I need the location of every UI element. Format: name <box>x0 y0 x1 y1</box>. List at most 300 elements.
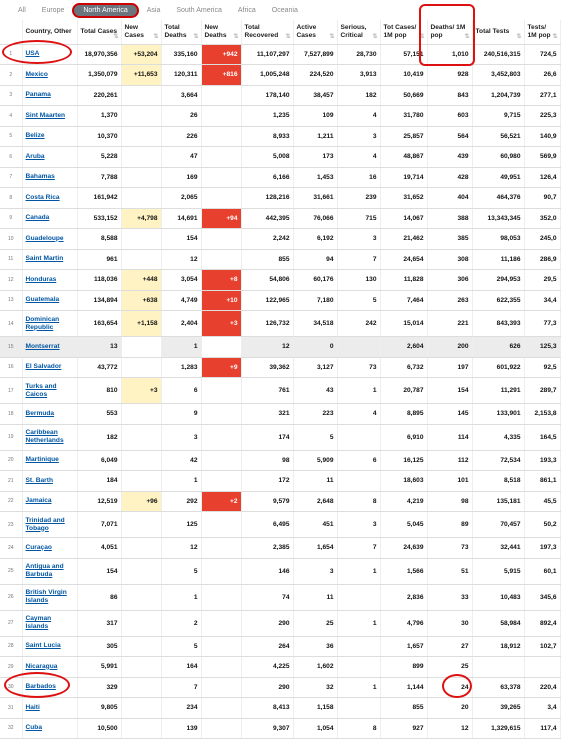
cell-7: 1,453 <box>293 167 337 188</box>
cell-12: 197,3 <box>524 538 560 559</box>
cell-3 <box>121 357 161 378</box>
cell-11: 98,053 <box>472 229 524 250</box>
table-row <box>0 44 560 65</box>
row-index: 6 <box>0 147 22 168</box>
cell-8 <box>337 698 380 719</box>
country-link[interactable]: USA <box>22 44 77 65</box>
cell-12: 289,7 <box>524 378 560 404</box>
cell-9: 19,714 <box>380 167 427 188</box>
column-header-7[interactable] <box>293 20 337 44</box>
cell-3 <box>121 126 161 147</box>
country-link[interactable]: Sint Maarten <box>22 106 77 127</box>
cell-10: 388 <box>427 208 472 229</box>
cell-7: 3,127 <box>293 357 337 378</box>
country-link[interactable]: Montserrat <box>22 337 77 358</box>
cell-8: 4 <box>337 106 380 127</box>
cell-3 <box>121 558 161 584</box>
row-index: 17 <box>0 378 22 404</box>
cell-6: 172 <box>241 471 293 492</box>
column-header-label: Deaths/ 1M pop <box>430 23 466 39</box>
cell-5: +8 <box>201 270 241 291</box>
country-link[interactable]: Bermuda <box>22 404 77 425</box>
cell-9: 1,566 <box>380 558 427 584</box>
table-row <box>0 249 560 270</box>
cell-2: 86 <box>77 584 121 610</box>
cell-10: 98 <box>427 491 472 512</box>
cell-4: 26 <box>161 106 201 127</box>
country-link[interactable]: Haiti <box>22 698 77 719</box>
column-header-0 <box>0 20 22 44</box>
cell-3 <box>121 85 161 106</box>
cell-5 <box>201 229 241 250</box>
cell-8: 3 <box>337 512 380 538</box>
table-row <box>0 126 560 147</box>
sort-icon[interactable]: ⇅ <box>153 33 159 40</box>
cell-11: 72,534 <box>472 450 524 471</box>
cell-7: 109 <box>293 106 337 127</box>
country-link[interactable]: Nicaragua <box>22 657 77 678</box>
cell-6: 761 <box>241 378 293 404</box>
cell-7: 1,158 <box>293 698 337 719</box>
country-link[interactable]: Guatemala <box>22 290 77 311</box>
country-link[interactable]: Guadeloupe <box>22 229 77 250</box>
cell-3 <box>121 147 161 168</box>
sort-icon[interactable]: ⇅ <box>285 33 291 40</box>
country-link[interactable]: Trinidad and Tobago <box>22 512 77 538</box>
cell-10: 263 <box>427 290 472 311</box>
cell-8: 1 <box>337 558 380 584</box>
row-index: 19 <box>0 424 22 450</box>
cell-11: 1,329,615 <box>472 718 524 739</box>
cell-9: 8,895 <box>380 404 427 425</box>
cell-11: 601,922 <box>472 357 524 378</box>
cell-4: 335,160 <box>161 44 201 65</box>
row-index: 22 <box>0 491 22 512</box>
cell-6: 146 <box>241 558 293 584</box>
column-header-5[interactable] <box>201 20 241 44</box>
row-index: 4 <box>0 106 22 127</box>
cell-6: 4,225 <box>241 657 293 678</box>
cell-7: 25 <box>293 610 337 636</box>
cell-11: 13,343,345 <box>472 208 524 229</box>
cell-9: 855 <box>380 698 427 719</box>
cell-8: 8 <box>337 491 380 512</box>
country-link[interactable]: Jamaica <box>22 491 77 512</box>
cell-7: 11 <box>293 471 337 492</box>
tab-europe[interactable]: Europe <box>41 6 65 14</box>
cell-7: 1,654 <box>293 538 337 559</box>
cell-2: 7,071 <box>77 512 121 538</box>
cell-6: 98 <box>241 450 293 471</box>
cell-6: 122,965 <box>241 290 293 311</box>
cell-6: 2,385 <box>241 538 293 559</box>
cell-4: 2,404 <box>161 311 201 337</box>
cell-6: 290 <box>241 610 293 636</box>
cell-8: 4 <box>337 147 380 168</box>
column-header-10[interactable] <box>427 20 472 44</box>
table-row <box>0 167 560 188</box>
cell-12: 102,7 <box>524 636 560 657</box>
cell-8: 242 <box>337 311 380 337</box>
country-link[interactable]: Dominican Republic <box>22 311 77 337</box>
cell-4: 3,664 <box>161 85 201 106</box>
country-link[interactable]: Belize <box>22 126 77 147</box>
cell-6: 178,140 <box>241 85 293 106</box>
country-link[interactable]: Barbados <box>22 677 77 698</box>
row-index: 18 <box>0 404 22 425</box>
row-index: 32 <box>0 718 22 739</box>
cell-9: 1,144 <box>380 677 427 698</box>
cell-3 <box>121 106 161 127</box>
row-index: 9 <box>0 208 22 229</box>
cell-3: +448 <box>121 270 161 291</box>
cell-4: 292 <box>161 491 201 512</box>
tab-asia[interactable]: Asia <box>146 6 161 14</box>
cell-10: 25 <box>427 657 472 678</box>
cell-5 <box>201 249 241 270</box>
cell-9: 14,067 <box>380 208 427 229</box>
cell-6: 9,307 <box>241 718 293 739</box>
tab-north-america[interactable]: North America <box>72 3 138 18</box>
cell-5 <box>201 698 241 719</box>
cell-2: 10,370 <box>77 126 121 147</box>
cell-12: 345,6 <box>524 584 560 610</box>
cell-2: 43,772 <box>77 357 121 378</box>
cell-4: 3,054 <box>161 270 201 291</box>
cell-9: 15,014 <box>380 311 427 337</box>
cell-9: 899 <box>380 657 427 678</box>
column-header-3[interactable] <box>121 20 161 44</box>
cell-8: 1 <box>337 610 380 636</box>
cell-9: 50,669 <box>380 85 427 106</box>
cell-8: 1 <box>337 677 380 698</box>
row-index: 12 <box>0 270 22 291</box>
cell-4: 164 <box>161 657 201 678</box>
row-index: 26 <box>0 584 22 610</box>
cell-2: 5,991 <box>77 657 121 678</box>
cell-9: 4,219 <box>380 491 427 512</box>
cell-2: 1,350,079 <box>77 65 121 86</box>
sort-icon[interactable]: ⇅ <box>464 33 470 40</box>
cell-2: 12,519 <box>77 491 121 512</box>
country-link[interactable]: Costa Rica <box>22 188 77 209</box>
cell-6: 2,242 <box>241 229 293 250</box>
cell-5 <box>201 450 241 471</box>
cell-11: 1,204,739 <box>472 85 524 106</box>
cell-8: 3,913 <box>337 65 380 86</box>
cell-12: 2,153,8 <box>524 404 560 425</box>
table-row <box>0 558 560 584</box>
sort-icon[interactable]: ⇅ <box>193 33 199 40</box>
cell-2: 9,805 <box>77 698 121 719</box>
country-link[interactable]: Cuba <box>22 718 77 739</box>
cell-5: +10 <box>201 290 241 311</box>
country-link[interactable]: Bahamas <box>22 167 77 188</box>
column-header-2[interactable] <box>77 20 121 44</box>
country-link[interactable]: Panama <box>22 85 77 106</box>
cell-4: 125 <box>161 512 201 538</box>
cell-7: 94 <box>293 249 337 270</box>
cell-7: 76,066 <box>293 208 337 229</box>
cell-9: 57,151 <box>380 44 427 65</box>
column-header-label: Total Tests <box>475 27 510 35</box>
sort-icon[interactable]: ⇅ <box>113 33 119 40</box>
column-header-4[interactable] <box>161 20 201 44</box>
country-link[interactable]: Canada <box>22 208 77 229</box>
cell-9: 11,828 <box>380 270 427 291</box>
cell-10: 1,010 <box>427 44 472 65</box>
cell-12: 90,7 <box>524 188 560 209</box>
cell-5: +816 <box>201 65 241 86</box>
country-link[interactable]: Honduras <box>22 270 77 291</box>
cell-3 <box>121 512 161 538</box>
cell-8 <box>337 337 380 358</box>
cell-6: 11,107,297 <box>241 44 293 65</box>
row-index: 8 <box>0 188 22 209</box>
covid-table <box>0 20 561 739</box>
cell-10: 603 <box>427 106 472 127</box>
cell-3 <box>121 538 161 559</box>
cell-8 <box>337 424 380 450</box>
cell-12: 92,5 <box>524 357 560 378</box>
sort-icon[interactable]: ⇅ <box>516 33 522 40</box>
cell-6: 174 <box>241 424 293 450</box>
cell-8 <box>337 584 380 610</box>
country-link[interactable]: Turks and Caicos <box>22 378 77 404</box>
cell-10: 33 <box>427 584 472 610</box>
cell-8: 8 <box>337 718 380 739</box>
sort-icon[interactable]: ⇅ <box>233 33 239 40</box>
country-link[interactable]: St. Barth <box>22 471 77 492</box>
cell-5 <box>201 85 241 106</box>
cell-8 <box>337 636 380 657</box>
cell-7: 173 <box>293 147 337 168</box>
row-index: 3 <box>0 85 22 106</box>
table-row <box>0 147 560 168</box>
cell-12: 220,4 <box>524 677 560 698</box>
country-link[interactable]: El Salvador <box>22 357 77 378</box>
cell-6: 128,216 <box>241 188 293 209</box>
cell-2: 154 <box>77 558 121 584</box>
cell-10: 428 <box>427 167 472 188</box>
cell-9: 24,639 <box>380 538 427 559</box>
country-link[interactable]: Saint Martin <box>22 249 77 270</box>
cell-2: 305 <box>77 636 121 657</box>
header-row <box>0 20 560 44</box>
cell-2: 317 <box>77 610 121 636</box>
cell-2: 1,370 <box>77 106 121 127</box>
cell-9: 20,787 <box>380 378 427 404</box>
table-row <box>0 584 560 610</box>
cell-2: 163,654 <box>77 311 121 337</box>
cell-8: 4 <box>337 404 380 425</box>
cell-12: 125,3 <box>524 337 560 358</box>
country-link[interactable]: Curaçao <box>22 538 77 559</box>
cell-7: 31,661 <box>293 188 337 209</box>
cell-6: 264 <box>241 636 293 657</box>
country-link[interactable]: Mexico <box>22 65 77 86</box>
country-link[interactable]: Caribbean Netherlands <box>22 424 77 450</box>
cell-5 <box>201 584 241 610</box>
column-header-1[interactable] <box>22 20 77 44</box>
cell-10: 221 <box>427 311 472 337</box>
cell-7: 43 <box>293 378 337 404</box>
cell-7: 60,176 <box>293 270 337 291</box>
cell-2: 118,036 <box>77 270 121 291</box>
cell-6: 321 <box>241 404 293 425</box>
tab-all[interactable]: All <box>18 6 26 14</box>
cell-4: 12 <box>161 249 201 270</box>
cell-8: 7 <box>337 538 380 559</box>
cell-11: 294,953 <box>472 270 524 291</box>
cell-10: 404 <box>427 188 472 209</box>
cell-6: 1,235 <box>241 106 293 127</box>
column-header-label: Country, Other <box>25 27 72 35</box>
cell-12: 892,4 <box>524 610 560 636</box>
cell-3 <box>121 249 161 270</box>
cell-2: 134,894 <box>77 290 121 311</box>
cell-4: 6 <box>161 378 201 404</box>
row-index: 29 <box>0 657 22 678</box>
column-header-label: New Deaths <box>204 23 227 39</box>
cell-7: 36 <box>293 636 337 657</box>
cell-6: 1,005,248 <box>241 65 293 86</box>
cell-12: 225,3 <box>524 106 560 127</box>
cell-5 <box>201 471 241 492</box>
cell-9: 2,836 <box>380 584 427 610</box>
column-header-label: Total Recovered <box>244 23 279 39</box>
cell-3: +3 <box>121 378 161 404</box>
cell-6: 5,008 <box>241 147 293 168</box>
cell-3: +11,653 <box>121 65 161 86</box>
cell-12: 193,3 <box>524 450 560 471</box>
cell-10: 114 <box>427 424 472 450</box>
cell-2: 553 <box>77 404 121 425</box>
table-row <box>0 65 560 86</box>
table-row <box>0 610 560 636</box>
table-row <box>0 404 560 425</box>
cell-11: 240,516,315 <box>472 44 524 65</box>
cell-5: +2 <box>201 491 241 512</box>
tab-africa[interactable]: Africa <box>237 6 256 14</box>
cell-11: 49,951 <box>472 167 524 188</box>
country-link[interactable]: Antigua and Barbuda <box>22 558 77 584</box>
country-link[interactable]: Saint Lucia <box>22 636 77 657</box>
cell-5 <box>201 512 241 538</box>
sort-icon[interactable]: ⇅ <box>372 33 378 40</box>
country-link[interactable]: Aruba <box>22 147 77 168</box>
cell-3: +96 <box>121 491 161 512</box>
column-header-8[interactable] <box>337 20 380 44</box>
row-index: 28 <box>0 636 22 657</box>
cell-11: 39,265 <box>472 698 524 719</box>
sort-icon[interactable]: ⇅ <box>329 33 335 40</box>
column-header-12[interactable] <box>524 20 560 44</box>
cell-10: 197 <box>427 357 472 378</box>
row-index: 13 <box>0 290 22 311</box>
cell-8: 16 <box>337 167 380 188</box>
cell-7: 2,648 <box>293 491 337 512</box>
cell-5 <box>201 167 241 188</box>
cell-9: 927 <box>380 718 427 739</box>
column-header-9[interactable] <box>380 20 427 44</box>
table-row <box>0 657 560 678</box>
cell-7: 451 <box>293 512 337 538</box>
cell-12: 60,1 <box>524 558 560 584</box>
cell-12 <box>524 657 560 678</box>
cell-4: 1 <box>161 584 201 610</box>
cell-5 <box>201 106 241 127</box>
cell-11: 8,518 <box>472 471 524 492</box>
row-index: 2 <box>0 65 22 86</box>
cell-5 <box>201 677 241 698</box>
cell-11: 4,335 <box>472 424 524 450</box>
row-index: 24 <box>0 538 22 559</box>
cell-2: 4,051 <box>77 538 121 559</box>
column-header-label: Serious, Critical <box>340 23 367 39</box>
country-link[interactable]: Martinique <box>22 450 77 471</box>
cell-3 <box>121 424 161 450</box>
cell-7: 5,909 <box>293 450 337 471</box>
row-index: 15 <box>0 337 22 358</box>
cell-5 <box>201 126 241 147</box>
row-index: 30 <box>0 677 22 698</box>
cell-3 <box>121 188 161 209</box>
column-header-6[interactable] <box>241 20 293 44</box>
cell-7: 11 <box>293 584 337 610</box>
cell-3 <box>121 718 161 739</box>
sort-icon[interactable]: ⇅ <box>552 33 558 40</box>
cell-3: +53,204 <box>121 44 161 65</box>
cell-12: 50,2 <box>524 512 560 538</box>
cell-11: 70,457 <box>472 512 524 538</box>
cell-5 <box>201 188 241 209</box>
column-header-label: Active Cases <box>296 23 317 39</box>
cell-7: 7,180 <box>293 290 337 311</box>
cell-4: 154 <box>161 229 201 250</box>
cell-2: 184 <box>77 471 121 492</box>
cell-6: 442,395 <box>241 208 293 229</box>
tab-south-america[interactable]: South America <box>176 6 222 14</box>
cell-11: 11,291 <box>472 378 524 404</box>
row-index: 31 <box>0 698 22 719</box>
cell-12: 245,0 <box>524 229 560 250</box>
sort-icon[interactable]: ⇅ <box>419 33 425 40</box>
cell-5 <box>201 378 241 404</box>
table-row <box>0 450 560 471</box>
cell-10: 12 <box>427 718 472 739</box>
cell-4: 234 <box>161 698 201 719</box>
cell-4: 1 <box>161 337 201 358</box>
cell-10: 200 <box>427 337 472 358</box>
cell-5 <box>201 718 241 739</box>
cell-6: 290 <box>241 677 293 698</box>
cell-11: 133,901 <box>472 404 524 425</box>
cell-4: 2 <box>161 610 201 636</box>
cell-9: 2,604 <box>380 337 427 358</box>
row-index: 23 <box>0 512 22 538</box>
cell-8: 28,730 <box>337 44 380 65</box>
country-link[interactable]: Cayman Islands <box>22 610 77 636</box>
column-header-11[interactable] <box>472 20 524 44</box>
cell-8: 5 <box>337 290 380 311</box>
cell-9: 16,125 <box>380 450 427 471</box>
cell-8: 3 <box>337 229 380 250</box>
tab-oceania[interactable]: Oceania <box>271 6 298 14</box>
cell-3 <box>121 636 161 657</box>
country-link[interactable]: British Virgin Islands <box>22 584 77 610</box>
cell-11: 464,376 <box>472 188 524 209</box>
